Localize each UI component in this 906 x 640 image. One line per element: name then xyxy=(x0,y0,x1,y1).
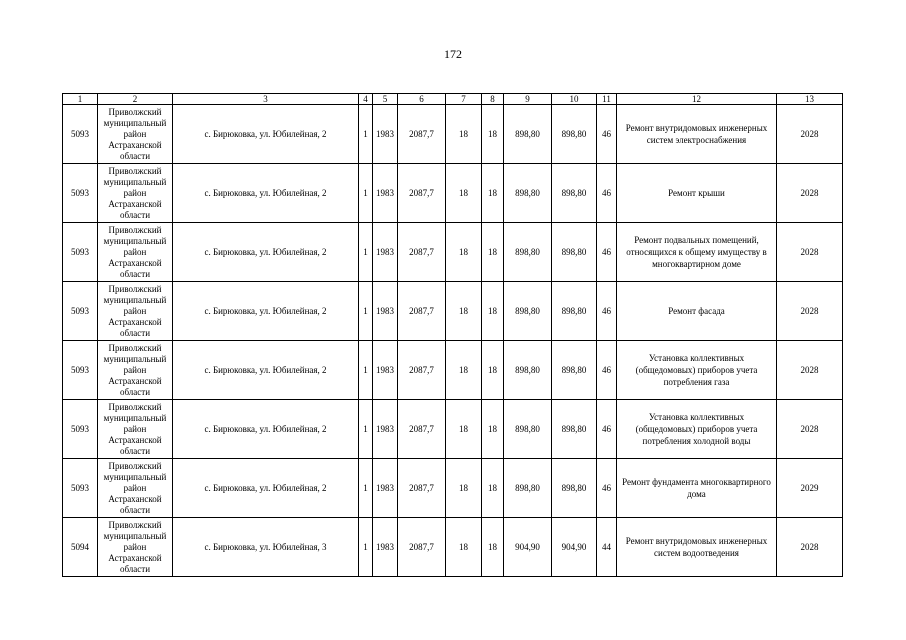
cell-year-built: 1983 xyxy=(373,459,398,518)
cell-col10: 898,80 xyxy=(552,459,597,518)
cell-col7: 18 xyxy=(446,164,482,223)
cell-col11: 46 xyxy=(597,164,617,223)
cell-col10: 898,80 xyxy=(552,164,597,223)
cell-col7: 18 xyxy=(446,400,482,459)
table-row xyxy=(63,518,843,577)
cell-plan-year: 2028 xyxy=(777,341,843,400)
col-header: 2 xyxy=(98,94,173,105)
cell-col8: 18 xyxy=(482,518,504,577)
table-row xyxy=(63,400,843,459)
table-row xyxy=(63,341,843,400)
cell-col10: 904,90 xyxy=(552,518,597,577)
cell-year-built: 1983 xyxy=(373,164,398,223)
cell-col8: 18 xyxy=(482,223,504,282)
cell-year-built: 1983 xyxy=(373,518,398,577)
col-header: 12 xyxy=(617,94,777,105)
cell-col8: 18 xyxy=(482,341,504,400)
cell-col9: 898,80 xyxy=(504,341,552,400)
cell-municipality: Приволжский муниципальный район Астраханской области xyxy=(98,223,173,282)
cell-address: с. Бирюковка, ул. Юбилейная, 3 xyxy=(173,518,359,577)
cell-col7: 18 xyxy=(446,341,482,400)
cell-house-id: 5093 xyxy=(63,105,98,164)
cell-year-built: 1983 xyxy=(373,341,398,400)
col-header: 7 xyxy=(446,94,482,105)
cell-house-id: 5094 xyxy=(63,518,98,577)
cell-col6: 2087,7 xyxy=(398,518,446,577)
cell-col9: 898,80 xyxy=(504,400,552,459)
cell-col7: 18 xyxy=(446,282,482,341)
cell-work-type: Ремонт крыши xyxy=(617,164,777,223)
cell-col6: 2087,7 xyxy=(398,459,446,518)
cell-plan-year: 2028 xyxy=(777,400,843,459)
col-header: 10 xyxy=(552,94,597,105)
cell-col8: 18 xyxy=(482,400,504,459)
cell-col6: 2087,7 xyxy=(398,400,446,459)
cell-plan-year: 2028 xyxy=(777,223,843,282)
cell-col4: 1 xyxy=(359,282,373,341)
col-header: 1 xyxy=(63,94,98,105)
cell-plan-year: 2028 xyxy=(777,105,843,164)
cell-col7: 18 xyxy=(446,518,482,577)
col-header: 4 xyxy=(359,94,373,105)
table-row xyxy=(63,164,843,223)
cell-col10: 898,80 xyxy=(552,341,597,400)
cell-house-id: 5093 xyxy=(63,400,98,459)
cell-col10: 898,80 xyxy=(552,282,597,341)
cell-address: с. Бирюковка, ул. Юбилейная, 2 xyxy=(173,223,359,282)
cell-col9: 904,90 xyxy=(504,518,552,577)
cell-col6: 2087,7 xyxy=(398,282,446,341)
table-row xyxy=(63,282,843,341)
cell-col9: 898,80 xyxy=(504,105,552,164)
cell-col11: 46 xyxy=(597,223,617,282)
cell-work-type: Ремонт внутридомовых инженерных систем водоотведения xyxy=(617,518,777,577)
cell-col11: 46 xyxy=(597,105,617,164)
cell-col6: 2087,7 xyxy=(398,105,446,164)
cell-col9: 898,80 xyxy=(504,164,552,223)
cell-col4: 1 xyxy=(359,105,373,164)
cell-col7: 18 xyxy=(446,223,482,282)
cell-house-id: 5093 xyxy=(63,164,98,223)
cell-col4: 1 xyxy=(359,164,373,223)
cell-col11: 46 xyxy=(597,400,617,459)
cell-work-type: Ремонт подвальных помещений, относящихся к общему имуществу в многоквартирном доме xyxy=(617,223,777,282)
cell-plan-year: 2029 xyxy=(777,459,843,518)
cell-work-type: Установка коллективных (общедомовых) приборов учета потребления холодной воды xyxy=(617,400,777,459)
cell-col8: 18 xyxy=(482,282,504,341)
cell-col4: 1 xyxy=(359,341,373,400)
cell-col4: 1 xyxy=(359,400,373,459)
cell-col4: 1 xyxy=(359,518,373,577)
cell-col10: 898,80 xyxy=(552,400,597,459)
cell-work-type: Ремонт фасада xyxy=(617,282,777,341)
cell-municipality: Приволжский муниципальный район Астраханской области xyxy=(98,459,173,518)
cell-col4: 1 xyxy=(359,459,373,518)
table-row xyxy=(63,459,843,518)
col-header: 3 xyxy=(173,94,359,105)
table-row xyxy=(63,223,843,282)
cell-municipality: Приволжский муниципальный район Астраханской области xyxy=(98,518,173,577)
cell-col8: 18 xyxy=(482,105,504,164)
cell-year-built: 1983 xyxy=(373,400,398,459)
cell-col6: 2087,7 xyxy=(398,223,446,282)
cell-house-id: 5093 xyxy=(63,341,98,400)
cell-plan-year: 2028 xyxy=(777,282,843,341)
cell-address: с. Бирюковка, ул. Юбилейная, 2 xyxy=(173,164,359,223)
page-number: 172 xyxy=(444,47,462,61)
cell-house-id: 5093 xyxy=(63,282,98,341)
cell-col10: 898,80 xyxy=(552,105,597,164)
cell-work-type: Ремонт внутридомовых инженерных систем электроснабжения xyxy=(617,105,777,164)
cell-col7: 18 xyxy=(446,459,482,518)
cell-col9: 898,80 xyxy=(504,223,552,282)
cell-col8: 18 xyxy=(482,164,504,223)
cell-col8: 18 xyxy=(482,459,504,518)
cell-address: с. Бирюковка, ул. Юбилейная, 2 xyxy=(173,459,359,518)
col-header: 8 xyxy=(482,94,504,105)
cell-year-built: 1983 xyxy=(373,223,398,282)
cell-work-type: Ремонт фундамента многоквартирного дома xyxy=(617,459,777,518)
cell-col11: 46 xyxy=(597,459,617,518)
cell-col4: 1 xyxy=(359,223,373,282)
cell-col6: 2087,7 xyxy=(398,164,446,223)
col-header: 9 xyxy=(504,94,552,105)
cell-plan-year: 2028 xyxy=(777,518,843,577)
col-header: 13 xyxy=(777,94,843,105)
cell-col7: 18 xyxy=(446,105,482,164)
cell-col6: 2087,7 xyxy=(398,341,446,400)
cell-municipality: Приволжский муниципальный район Астраханской области xyxy=(98,341,173,400)
cell-col11: 46 xyxy=(597,341,617,400)
cell-municipality: Приволжский муниципальный район Астраханской области xyxy=(98,105,173,164)
cell-house-id: 5093 xyxy=(63,223,98,282)
cell-address: с. Бирюковка, ул. Юбилейная, 2 xyxy=(173,400,359,459)
cell-col9: 898,80 xyxy=(504,459,552,518)
cell-year-built: 1983 xyxy=(373,105,398,164)
cell-municipality: Приволжский муниципальный район Астраханской области xyxy=(98,164,173,223)
register-table xyxy=(62,93,843,577)
cell-col11: 46 xyxy=(597,282,617,341)
col-header: 6 xyxy=(398,94,446,105)
table-row xyxy=(63,105,843,164)
cell-year-built: 1983 xyxy=(373,282,398,341)
col-header: 5 xyxy=(373,94,398,105)
cell-col9: 898,80 xyxy=(504,282,552,341)
cell-work-type: Установка коллективных (общедомовых) приборов учета потребления газа xyxy=(617,341,777,400)
cell-municipality: Приволжский муниципальный район Астраханской области xyxy=(98,282,173,341)
cell-col10: 898,80 xyxy=(552,223,597,282)
header-row xyxy=(63,94,843,105)
cell-plan-year: 2028 xyxy=(777,164,843,223)
cell-address: с. Бирюковка, ул. Юбилейная, 2 xyxy=(173,282,359,341)
cell-address: с. Бирюковка, ул. Юбилейная, 2 xyxy=(173,341,359,400)
cell-address: с. Бирюковка, ул. Юбилейная, 2 xyxy=(173,105,359,164)
cell-municipality: Приволжский муниципальный район Астраханской области xyxy=(98,400,173,459)
cell-house-id: 5093 xyxy=(63,459,98,518)
cell-col11: 44 xyxy=(597,518,617,577)
col-header: 11 xyxy=(597,94,617,105)
